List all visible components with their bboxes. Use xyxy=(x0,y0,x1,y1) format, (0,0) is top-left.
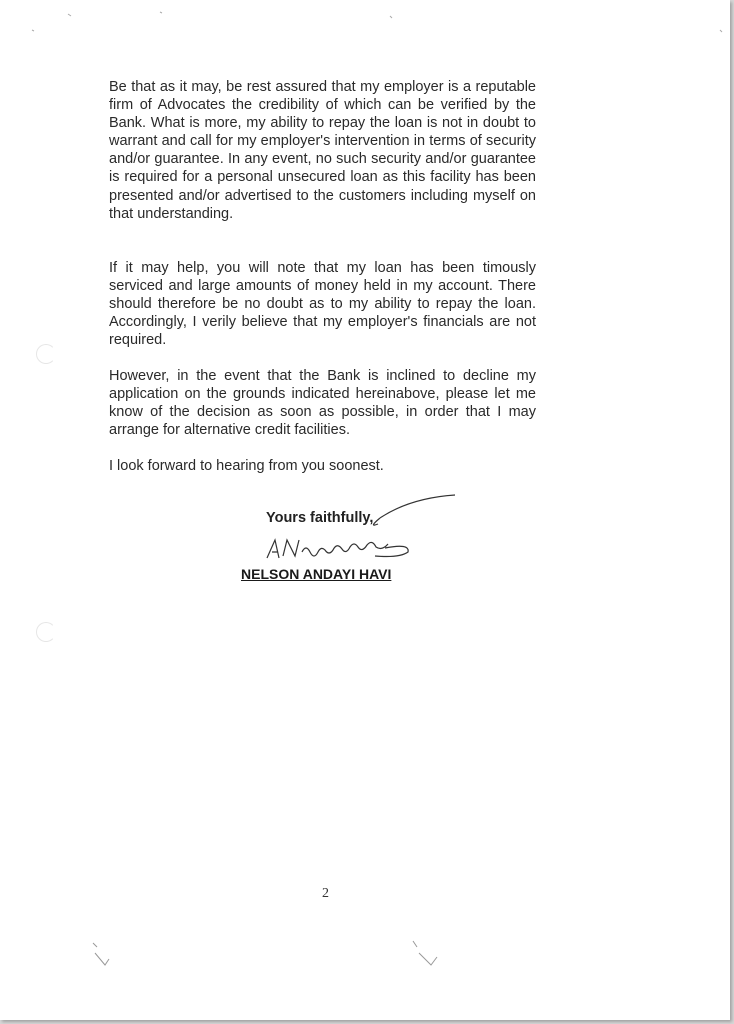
body-paragraph-4: I look forward to hearing from you soonest. xyxy=(109,458,384,474)
closing-salutation: Yours faithfully, xyxy=(266,510,374,526)
punch-hole-mark xyxy=(36,344,56,364)
body-paragraph-1: Be that as it may, be rest assured that my employer is a reputable firm of Advocates the credibility of which can be verified by the Bank. What is more, my ability to repay the loan is not in doubt to warrant and call for my employer's intervention in terms of security and/or guarantee. In any event, no such security and/or guarantee is required for a personal unsecured loan as this facility has been presented and/or advertised to the customers including myself on that understanding. xyxy=(109,79,536,222)
handwritten-signature xyxy=(250,488,465,573)
signatory-name: NELSON ANDAYI HAVI xyxy=(241,566,392,582)
body-paragraph-2: If it may help, you will note that my loan has been timously serviced and large amounts of money held in my account. There should therefore be no doubt as to my ability to repay the loan. Accordingly, I verily believe that my employer's financials are not required. xyxy=(109,260,536,349)
scan-artifact-mark xyxy=(405,935,450,980)
body-paragraph-3: However, in the event that the Bank is inclined to decline my application on the grounds indicated hereinabove, please let me know of the decision as soon as possible, in order that I may arrange for alternative credit facilities. xyxy=(109,368,536,439)
scan-artifact-mark xyxy=(85,935,125,980)
scan-artifact-specks xyxy=(30,10,730,40)
punch-hole-mark xyxy=(36,622,56,642)
page-number: 2 xyxy=(322,886,329,901)
